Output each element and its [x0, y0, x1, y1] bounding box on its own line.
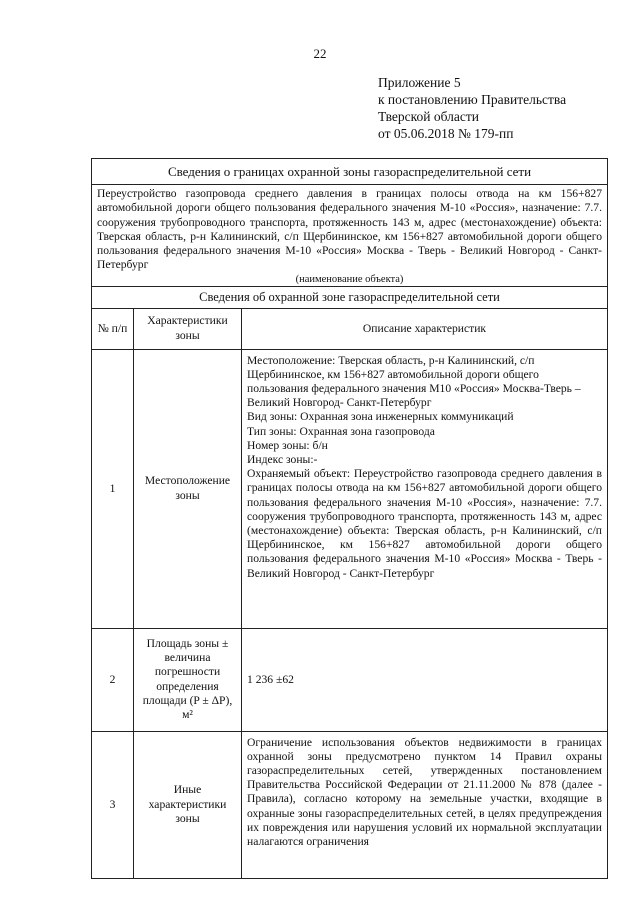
header-num: № п/п: [92, 308, 134, 349]
zone-document: [91, 158, 608, 879]
appendix-line-3: Тверской области: [378, 109, 479, 124]
desc-index: Индекс зоны:-: [247, 453, 318, 467]
table-row: [92, 349, 607, 628]
header-characteristic: Характеристики зоны: [134, 308, 242, 349]
desc-protected-object: Охраняемый объект: Переустройство газопровода среднего давления в границах полосы отвода на км 156+827 автомобильной дороги общего пользования федерального значения М-10 «Россия», назначение: 7.7. сооружения трубопроводного транспорта, протяженность 143 м, адрес (местонахождение) объекта: Тверская область, р-н Калининский, с/п Щербининское, км 156+827 автомобильной дороги общего пользования федерального значения М-10 «Россия» Москва - Тверь - Великий Новгород - Санкт-Петербург: [247, 467, 602, 580]
characteristics-table: [92, 308, 607, 878]
section-title: Сведения об охранной зоне газораспределительной сети: [92, 286, 607, 307]
row-description: [242, 349, 608, 628]
page-number: 22: [313, 46, 327, 61]
appendix-header: [378, 74, 566, 142]
row-num: 1: [92, 349, 134, 628]
row-description: Ограничение использования объектов недвижимости в границах охранной зоны предусмотрено пунктом 14 Правил охраны газораспределительных сетей, утвержденных постановлением Правительства Российской Федерации от 21.11.2000 № 878 (далее - Правила), согласно которому на земельные участки, входящие в охранные зоны газораспределительных сетей, в целях предупреждения их повреждения или нарушения условий их нормальной эксплуатации налагаются ограничения: [242, 731, 608, 878]
row-characteristic: Площадь зоны ± величина погрешности определения площади (P ± ΔP), м²: [134, 628, 242, 731]
row-characteristic: Местоположение зоны: [134, 349, 242, 628]
desc-zone-type: Вид зоны: Охранная зона инженерных коммуникаций: [247, 410, 514, 424]
object-description: Переустройство газопровода среднего давления в границах полосы отвода на км 156+827 автомобильной дороги общего пользования федерального значения М-10 «Россия», назначение: 7.7. сооружения трубопроводного транспорта, протяженность 143 м, адрес (местонахождение) объекта: Тверская область, р-н Калининский, с/п Щербининское, км 156+827 автомобильной дороги общего пользования федерального значения М-10 «Россия» Москва - Тверь - Великий Новгород - Санкт-Петербург: [97, 187, 602, 272]
document-title: Сведения о границах охранной зоны газораспределительной сети: [167, 164, 532, 179]
desc-location: Местоположение: Тверская область, р-н Калининский, с/п Щербининское, км 156+827 автомобильной дороги общего пользования федерального значения М10 «Россия» Москва-Тверь – Великий Новгород- Санкт-Петербург: [247, 353, 581, 410]
desc-kind: Тип зоны: Охранная зона газопровода: [247, 424, 435, 438]
appendix-line-2: к постановлению Правительства: [378, 92, 567, 107]
object-name-label: (наименование объекта): [295, 274, 404, 286]
object-block: [92, 184, 607, 286]
table-row: [92, 628, 607, 731]
appendix-line-4: от 05.06.2018 № 179-пп: [378, 126, 514, 141]
desc-number: Номер зоны: б/н: [247, 438, 328, 452]
table-row: [92, 731, 607, 878]
table-header-row: [92, 308, 607, 349]
appendix-line-1: Приложение 5: [378, 75, 461, 90]
row-num: 2: [92, 628, 134, 731]
row-num: 3: [92, 731, 134, 878]
header-description: Описание характеристик: [242, 308, 608, 349]
row-characteristic: Иные характеристики зоны: [134, 731, 242, 878]
row-description: 1 236 ±62: [242, 628, 608, 731]
